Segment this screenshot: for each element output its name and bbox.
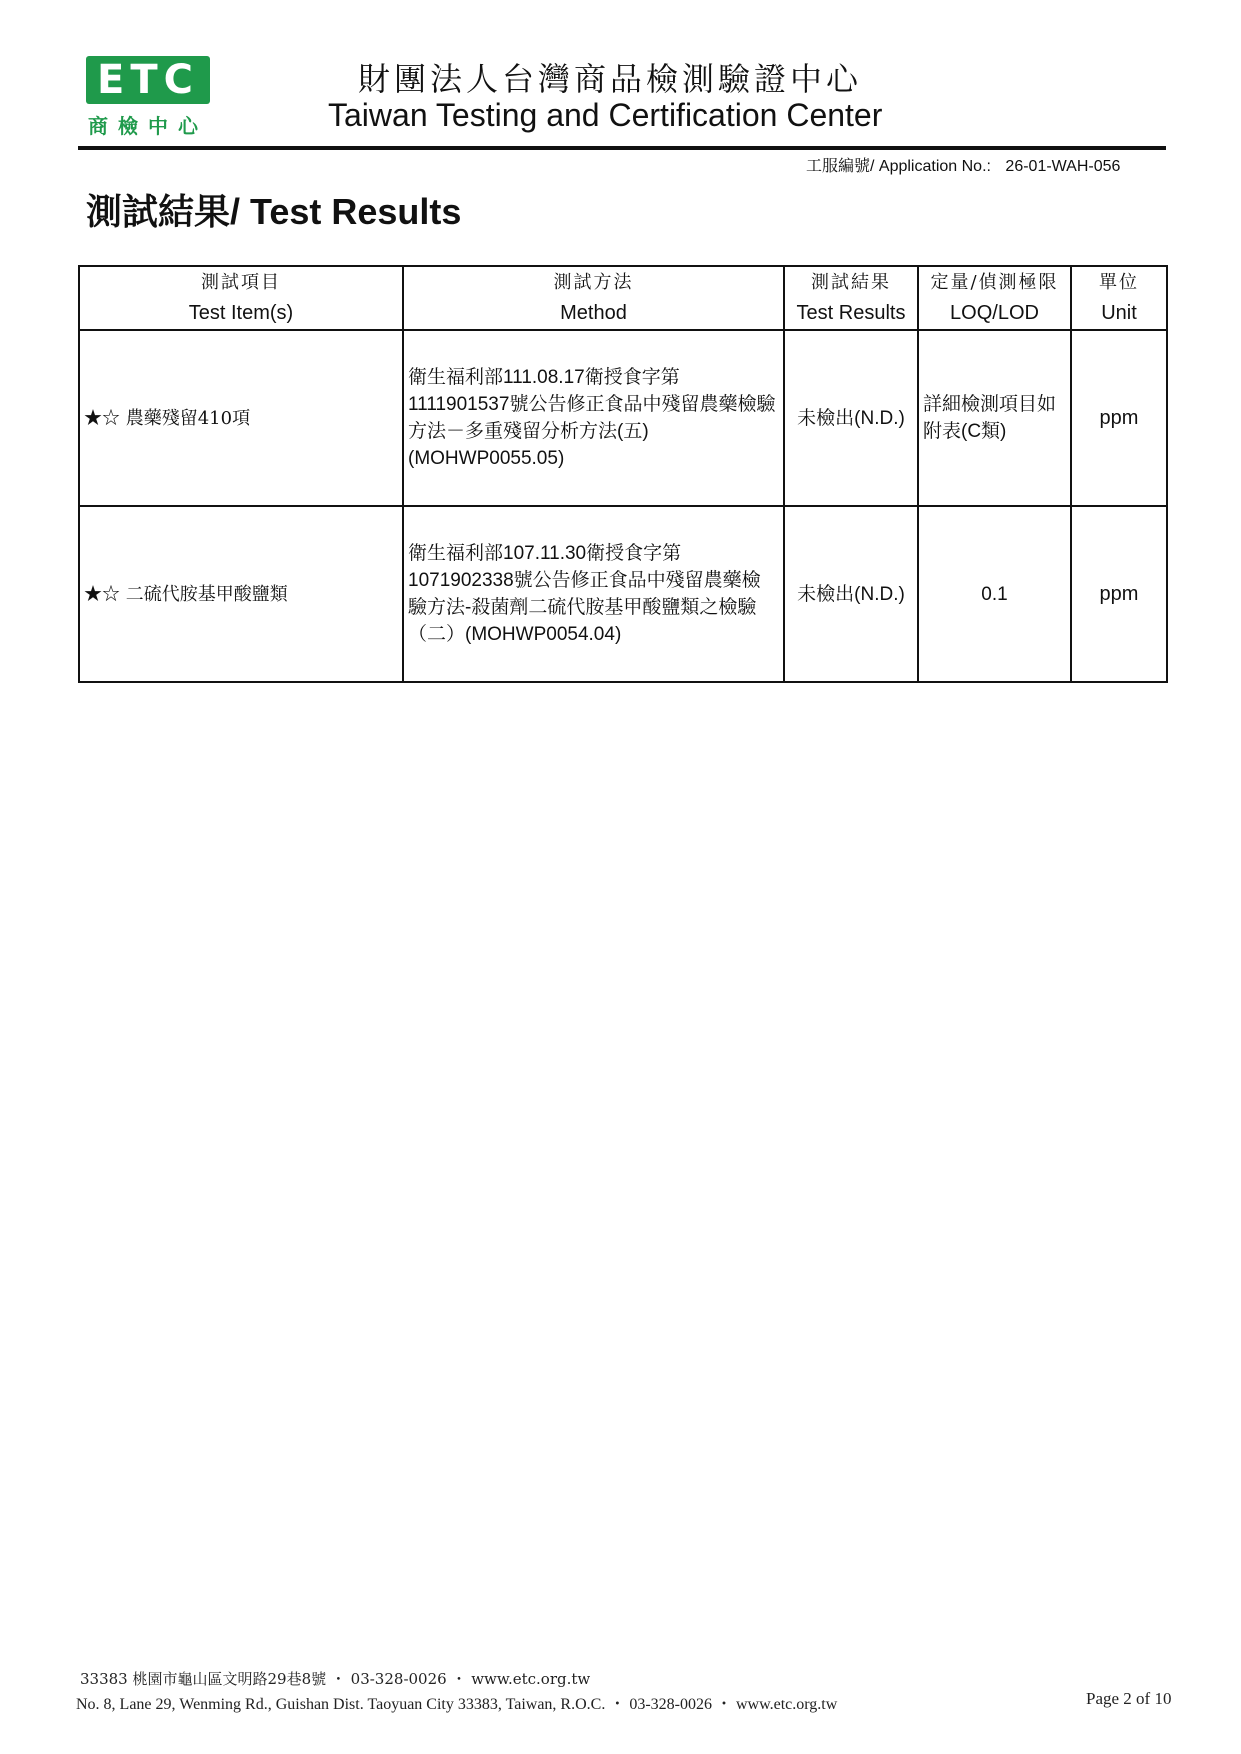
header-method: 測試方法 Method — [403, 266, 784, 330]
header-loq-lod: 定量/偵測極限 LOQ/LOD — [918, 266, 1071, 330]
header-divider — [78, 146, 1166, 150]
page-title: 測試結果/ Test Results — [86, 191, 462, 232]
cell-result: 未檢出(N.D.) — [784, 506, 918, 682]
application-number — [806, 153, 1120, 176]
cell-test-item: ★☆ 農藥殘留410項 — [79, 330, 403, 506]
application-label: 工服編號/ Application No.: — [806, 158, 991, 175]
logo-mark: ETC — [86, 56, 210, 104]
table-row — [79, 506, 1167, 682]
cell-loq-lod: 0.1 — [918, 506, 1071, 682]
cell-loq-lod: 詳細檢測項目如附表(C類) — [918, 330, 1071, 506]
footer-address-en: No. 8, Lane 29, Wenming Rd., Guishan Dist. Taoyuan City 33383, Taiwan, R.O.C. ・ 03-328-0026 ・ www.etc.org.tw — [76, 1696, 838, 1713]
org-name-zh: 財團法人台灣商品檢測驗證中心 — [358, 60, 863, 98]
footer-address-zh: 33383 桃園市龜山區文明路29巷8號 ・ 03-328-0026 ・ www.etc.org.tw — [80, 1670, 591, 1688]
table-row — [79, 330, 1167, 506]
test-results-table — [78, 265, 1168, 683]
cell-method: 衛生福利部111.08.17衛授食字第1111901537號公告修正食品中殘留農藥檢驗方法－多重殘留分析方法(五)(MOHWP0055.05) — [403, 330, 784, 506]
header-unit: 單位 Unit — [1071, 266, 1167, 330]
page-number: Page 2 of 10 — [1086, 1689, 1172, 1708]
cell-test-item: ★☆ 二硫代胺基甲酸鹽類 — [79, 506, 403, 682]
etc-logo — [86, 56, 214, 139]
header-test-item: 測試項目 Test Item(s) — [79, 266, 403, 330]
org-name-en: Taiwan Testing and Certification Center — [328, 97, 883, 133]
logo-subtitle: 商檢中心 — [88, 114, 208, 138]
cell-unit: ppm — [1071, 506, 1167, 682]
cell-method: 衛生福利部107.11.30衛授食字第1071902338號公告修正食品中殘留農藥檢驗方法-殺菌劑二硫代胺基甲酸鹽類之檢驗（二）(MOHWP0054.04) — [403, 506, 784, 682]
header-test-results: 測試結果 Test Results — [784, 266, 918, 330]
cell-result: 未檢出(N.D.) — [784, 330, 918, 506]
application-value: 26-01-WAH-056 — [1005, 158, 1121, 175]
cell-unit: ppm — [1071, 330, 1167, 506]
table-header-row — [79, 266, 1167, 330]
